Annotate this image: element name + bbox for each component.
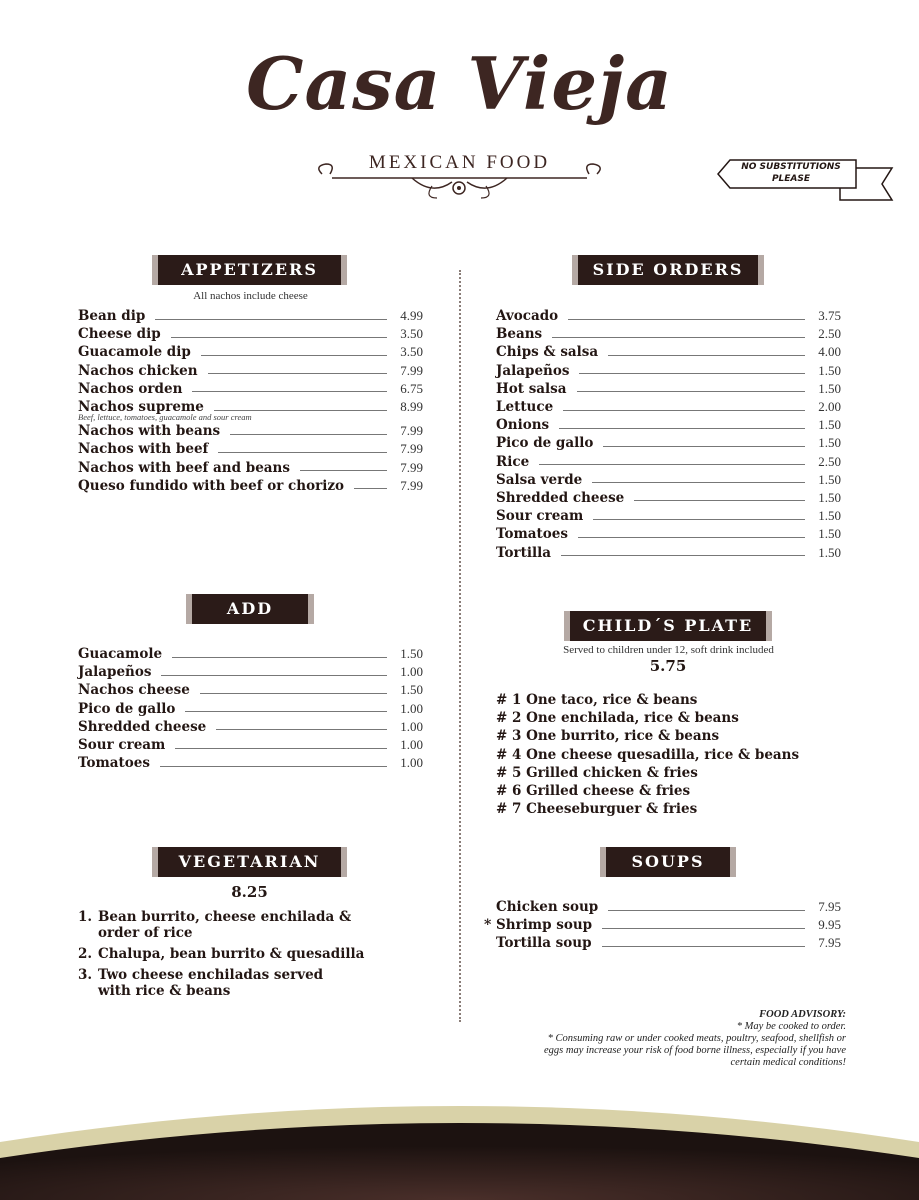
item-name: Chips & salsa bbox=[496, 344, 599, 361]
list-item: # 5 Grilled chicken & fries bbox=[496, 764, 698, 781]
item-name: Nachos with beans bbox=[78, 423, 221, 440]
list-item bbox=[78, 967, 408, 999]
advisory-line: * Consuming raw or under cooked meats, poultry, seafood, shellfish or eggs may increase your risk of food borne illness, especially if you have certain medical conditions! bbox=[543, 1033, 846, 1068]
vegetarian-list bbox=[78, 909, 408, 1004]
side-orders-list bbox=[496, 307, 841, 562]
list-item: # 6 Grilled cheese & fries bbox=[496, 782, 691, 799]
vegetarian-banner: VEGETARIAN bbox=[158, 847, 341, 877]
item-price: 3.50 bbox=[400, 344, 423, 360]
item-name: Nachos with beef and beans bbox=[78, 459, 290, 476]
item-name: Shredded cheese bbox=[496, 489, 625, 506]
menu-item bbox=[78, 307, 423, 325]
menu-item bbox=[496, 543, 841, 561]
item-name: Tomatoes bbox=[78, 755, 150, 772]
leader-line bbox=[192, 391, 387, 392]
item-price: 4.99 bbox=[400, 308, 423, 324]
soups-banner: SOUPS bbox=[606, 847, 730, 877]
leader-line bbox=[552, 337, 805, 338]
item-name: Pico de gallo bbox=[496, 435, 594, 452]
item-name: Salsa verde bbox=[496, 471, 583, 488]
item-name: Bean dip bbox=[78, 308, 146, 325]
leader-line bbox=[230, 434, 387, 435]
item-price: 1.00 bbox=[400, 700, 423, 716]
item-number: 2. bbox=[78, 946, 93, 962]
leader-line bbox=[200, 693, 387, 694]
item-price: 7.99 bbox=[400, 423, 423, 439]
item-text: Bean burrito, cheese enchilada & order of rice bbox=[98, 909, 352, 941]
menu-item bbox=[496, 489, 841, 507]
menu-item bbox=[78, 645, 423, 663]
item-name: Nachos supreme bbox=[78, 399, 204, 416]
item-name: Nachos cheese bbox=[78, 682, 190, 699]
leader-line bbox=[175, 748, 387, 749]
item-price: 1.50 bbox=[818, 417, 841, 433]
item-price: 1.50 bbox=[818, 508, 841, 524]
item-price: 1.50 bbox=[818, 380, 841, 396]
item-name: Rice bbox=[496, 453, 530, 470]
column-divider bbox=[459, 270, 461, 1022]
list-item bbox=[78, 946, 408, 962]
item-price: 2.50 bbox=[818, 326, 841, 342]
item-price: 1.50 bbox=[400, 646, 423, 662]
item-name: Nachos with beef bbox=[78, 441, 209, 458]
menu-item bbox=[78, 663, 423, 681]
menu-item bbox=[496, 307, 841, 325]
logo-title: Casa Vieja bbox=[246, 41, 673, 126]
add-list bbox=[78, 645, 423, 772]
menu-item bbox=[78, 325, 423, 343]
item-name: Queso fundido with beef or chorizo bbox=[78, 477, 345, 494]
leader-line bbox=[592, 482, 805, 483]
item-price: 3.75 bbox=[818, 308, 841, 324]
menu-item bbox=[78, 440, 423, 458]
item-name: Beans bbox=[496, 326, 543, 343]
footer-swoosh bbox=[0, 1080, 919, 1200]
menu-item bbox=[78, 736, 423, 754]
menu-item bbox=[496, 471, 841, 489]
item-price: 3.50 bbox=[400, 326, 423, 342]
list-item: # 4 One cheese quesadilla, rice & beans bbox=[496, 746, 800, 763]
leader-line bbox=[300, 470, 387, 471]
menu-item bbox=[78, 459, 423, 477]
list-item: # 7 Cheeseburguer & fries bbox=[496, 801, 698, 818]
item-price: 1.50 bbox=[818, 471, 841, 487]
item-price: 7.99 bbox=[400, 477, 423, 493]
leader-line bbox=[218, 452, 387, 453]
menu-item bbox=[496, 343, 841, 361]
menu-item bbox=[78, 700, 423, 718]
item-text: Chalupa, bean burrito & quesadilla bbox=[98, 946, 365, 962]
childs-plate-list bbox=[496, 691, 799, 818]
leader-line bbox=[561, 555, 805, 556]
leader-line bbox=[208, 373, 387, 374]
item-price: 7.95 bbox=[818, 899, 841, 915]
logo bbox=[0, 41, 919, 126]
leader-line bbox=[608, 910, 805, 911]
list-item bbox=[78, 909, 408, 941]
item-name: Sour cream bbox=[78, 737, 166, 754]
leader-line bbox=[634, 500, 805, 501]
item-price: 8.99 bbox=[400, 399, 423, 415]
item-price: 4.00 bbox=[818, 344, 841, 360]
vegetarian-price: 8.25 bbox=[231, 883, 268, 901]
childs-plate-price: 5.75 bbox=[649, 657, 687, 675]
item-name: Jalapeños bbox=[496, 362, 570, 379]
item-text: Two cheese enchiladas served with rice & beans bbox=[98, 967, 324, 999]
leader-line bbox=[160, 766, 387, 767]
leader-line bbox=[563, 410, 805, 411]
item-name: Pico de gallo bbox=[78, 700, 176, 717]
list-item: # 3 One burrito, rice & beans bbox=[496, 728, 720, 745]
appetizers-note: All nachos include cheese bbox=[193, 290, 308, 302]
leader-line bbox=[155, 319, 387, 320]
menu-item bbox=[78, 380, 423, 398]
item-price: 1.50 bbox=[818, 435, 841, 451]
item-name: Tortilla bbox=[496, 544, 551, 561]
leader-line bbox=[608, 355, 805, 356]
leader-line bbox=[201, 355, 387, 356]
item-name: Guacamole dip bbox=[78, 344, 191, 361]
add-banner: ADD bbox=[192, 594, 308, 624]
advisory-line: * May be cooked to order. bbox=[736, 1021, 846, 1032]
leader-line bbox=[172, 657, 387, 658]
item-price: 1.00 bbox=[400, 755, 423, 771]
item-description: Beef, lettuce, tomatoes, guacamole and sour cream bbox=[78, 412, 252, 423]
childs-plate-banner: CHILD´S PLATE bbox=[570, 611, 766, 641]
leader-line bbox=[602, 946, 805, 947]
item-name: Tomatoes bbox=[496, 526, 568, 543]
item-price: 7.99 bbox=[400, 441, 423, 457]
appetizers-banner: APPETIZERS bbox=[158, 255, 341, 285]
item-price: 9.95 bbox=[818, 917, 841, 933]
menu-item bbox=[78, 477, 423, 495]
menu-item bbox=[496, 934, 841, 952]
item-name: Shredded cheese bbox=[78, 718, 207, 735]
item-name: Cheese dip bbox=[78, 326, 161, 343]
list-item: # 1 One taco, rice & beans bbox=[496, 692, 698, 708]
menu-item bbox=[496, 898, 841, 916]
item-marker: * bbox=[484, 917, 492, 934]
item-name: Guacamole bbox=[78, 646, 163, 663]
menu-item bbox=[78, 398, 423, 416]
menu-item bbox=[496, 380, 841, 398]
menu-item bbox=[496, 453, 841, 471]
logo-subtitle: MEXICAN FOOD bbox=[368, 152, 551, 173]
menu-item bbox=[496, 525, 841, 543]
item-name: Tortilla soup bbox=[496, 935, 592, 952]
item-name: Onions bbox=[496, 417, 550, 434]
menu-item bbox=[496, 434, 841, 452]
food-advisory bbox=[526, 1009, 846, 1069]
menu-item bbox=[78, 422, 423, 440]
leader-line bbox=[214, 410, 387, 411]
childs-plate-note: Served to children under 12, soft drink included bbox=[563, 644, 774, 656]
item-name: Chicken soup bbox=[496, 899, 599, 916]
menu-item bbox=[78, 681, 423, 699]
leader-line bbox=[603, 446, 805, 447]
menu-item bbox=[496, 398, 841, 416]
item-price: 1.50 bbox=[818, 544, 841, 560]
leader-line bbox=[216, 729, 387, 730]
advisory-title: FOOD ADVISORY: bbox=[759, 1009, 846, 1020]
item-price: 1.00 bbox=[400, 664, 423, 680]
item-name: Avocado bbox=[496, 308, 559, 325]
list-item: # 2 One enchilada, rice & beans bbox=[496, 710, 739, 727]
menu-item bbox=[496, 507, 841, 525]
side-orders-banner: SIDE ORDERS bbox=[578, 255, 758, 285]
leader-line bbox=[593, 519, 805, 520]
item-price: 1.00 bbox=[400, 718, 423, 734]
menu-item bbox=[496, 325, 841, 343]
leader-line bbox=[539, 464, 805, 465]
item-name: Shrimp soup bbox=[496, 917, 593, 934]
leader-line bbox=[568, 319, 805, 320]
item-name: Nachos chicken bbox=[78, 362, 198, 379]
item-number: 1. bbox=[78, 909, 93, 925]
menu-item bbox=[484, 916, 841, 934]
leader-line bbox=[578, 537, 805, 538]
item-price: 1.50 bbox=[818, 526, 841, 542]
item-price: 1.50 bbox=[818, 489, 841, 505]
item-name: Nachos orden bbox=[78, 380, 183, 397]
leader-line bbox=[602, 928, 805, 929]
item-price: 7.99 bbox=[400, 459, 423, 475]
item-price: 7.95 bbox=[818, 935, 841, 951]
appetizers-list bbox=[78, 307, 423, 495]
item-price: 1.50 bbox=[818, 362, 841, 378]
menu-item bbox=[78, 718, 423, 736]
item-name: Hot salsa bbox=[496, 380, 567, 397]
item-price: 1.50 bbox=[400, 682, 423, 698]
leader-line bbox=[354, 488, 387, 489]
soups-list bbox=[484, 898, 841, 953]
menu-item bbox=[496, 416, 841, 434]
leader-line bbox=[185, 711, 387, 712]
leader-line bbox=[559, 428, 805, 429]
item-name: Sour cream bbox=[496, 508, 584, 525]
item-price: 1.00 bbox=[400, 737, 423, 753]
no-substitutions-notice: NO SUBSTITUTIONS PLEASE bbox=[741, 162, 841, 184]
item-price: 6.75 bbox=[400, 380, 423, 396]
item-price: 7.99 bbox=[400, 362, 423, 378]
leader-line bbox=[579, 373, 805, 374]
item-price: 2.50 bbox=[818, 453, 841, 469]
menu-item bbox=[496, 362, 841, 380]
flourish-ornament bbox=[312, 156, 607, 206]
item-name: Jalapeños bbox=[78, 664, 152, 681]
item-name: Lettuce bbox=[496, 399, 554, 416]
leader-line bbox=[161, 675, 387, 676]
leader-line bbox=[171, 337, 387, 338]
item-number: 3. bbox=[78, 967, 93, 983]
menu-item bbox=[78, 343, 423, 361]
item-price: 2.00 bbox=[818, 399, 841, 415]
menu-item bbox=[78, 362, 423, 380]
leader-line bbox=[577, 391, 805, 392]
menu-item bbox=[78, 754, 423, 772]
